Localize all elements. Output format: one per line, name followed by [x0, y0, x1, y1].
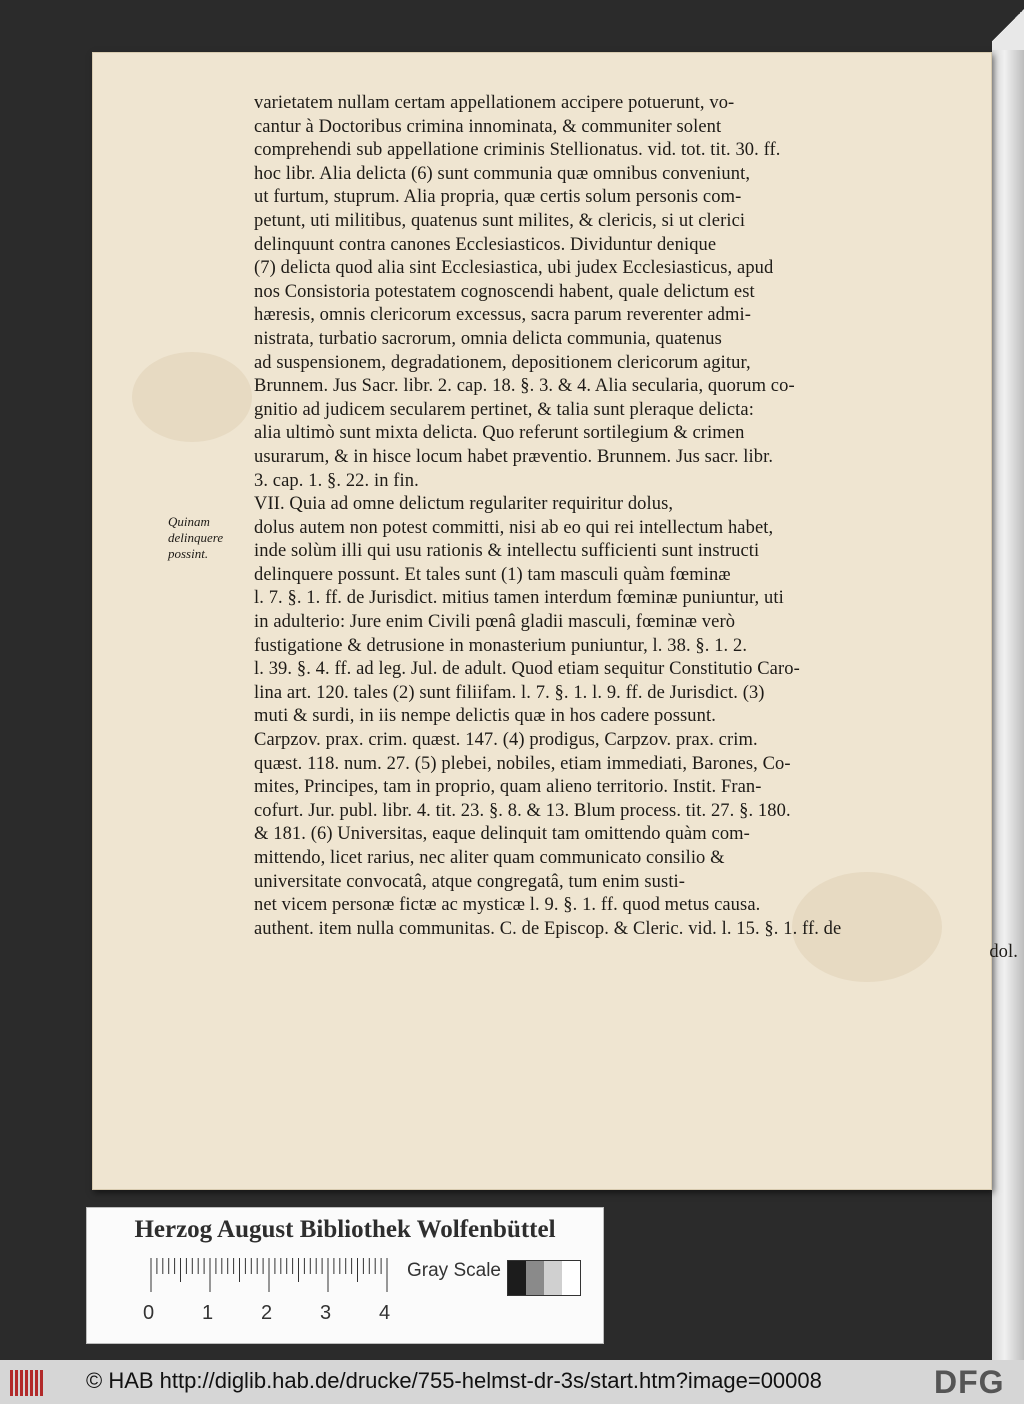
dfg-logo: DFG [934, 1364, 1005, 1400]
footer-url[interactable]: © HAB http://diglib.hab.de/drucke/755-helmst-dr-3s/start.htm?image=00008 [86, 1368, 822, 1393]
text-line: cofurt. Jur. publ. libr. 4. tit. 23. §. 8. & 13. Blum process. tit. 27. §. 180. [254, 800, 791, 821]
text-line: ut furtum, stuprum. Alia propria, quæ certis solum personis com- [254, 187, 742, 208]
text-line: dol. [989, 942, 1018, 963]
text-line: & 181. (6) Universitas, eaque delinquit tam omittendo quàm com- [254, 824, 750, 845]
gray-swatch [526, 1261, 544, 1295]
gray-swatch [562, 1261, 580, 1295]
text-line: delinquunt contra canones Ecclesiasticos. Dividuntur denique [254, 234, 717, 255]
text-line: lina art. 120. tales (2) sunt filiifam. l. 7. §. 1. l. 9. ff. de Jurisdict. (3) [254, 682, 765, 703]
marginal-line: possint. [168, 546, 209, 561]
gray-swatch [508, 1261, 526, 1295]
text-line: inde solùm illi qui usu rationis & intellectu sufficienti sunt instructi [254, 541, 760, 562]
library-scale-card [86, 1207, 604, 1344]
hab-barcode-icon [10, 1370, 44, 1396]
text-line: delinquere possunt. Et tales sunt (1) tam masculi quàm fœminæ [254, 564, 731, 585]
ruler-number: 4 [379, 1302, 391, 1324]
ruler-number: 1 [202, 1302, 214, 1324]
text-line: Brunnem. Jus Sacr. libr. 2. cap. 18. §. 3. & 4. Alia secularia, quorum co- [254, 376, 795, 397]
text-line: universitate convocatâ, atque congregatâ, tum enim susti- [254, 871, 686, 892]
ruler-numbers [143, 1302, 483, 1332]
marginal-line: delinquere [168, 530, 224, 545]
text-line: hæresis, omnis clericorum excessus, sacra parum reverenter admi- [254, 305, 751, 326]
gray-scale-swatches [507, 1260, 581, 1296]
text-line: dolus autem non potest committi, nisi ab eo qui rei intellectum habet, [254, 517, 774, 538]
text-line: in adulterio: Jure enim Civili pœnâ gladii masculi, fœminæ verò [254, 612, 736, 633]
gray-scale-label: Gray Scale [407, 1260, 501, 1281]
paper-stain [132, 352, 252, 442]
text-line: muti & surdi, in iis nempe delictis quæ in hos cadere possunt. [254, 706, 716, 727]
marginal-note [168, 514, 248, 562]
document-page [92, 52, 1018, 1190]
text-line: comprehendi sub appellatione criminis Stellionatus. vid. tot. tit. 30. ff. [254, 140, 781, 161]
text-line: l. 7. §. 1. ff. de Jurisdict. mitius tamen interdum fœminæ puniuntur, uti [254, 588, 784, 609]
footer-bar [0, 1360, 1024, 1404]
body-text [254, 92, 1018, 965]
text-line: fustigatione & detrusione in monasterium puniuntur, l. 38. §. 1. 2. [254, 635, 748, 656]
ruler-number: 3 [320, 1302, 332, 1324]
ruler-number: 0 [143, 1302, 155, 1324]
text-line: quæst. 118. num. 27. (5) plebei, nobiles, etiam immediati, Barones, Co- [254, 753, 791, 774]
gray-swatch [544, 1261, 562, 1295]
ruler [149, 1256, 399, 1302]
adjacent-page-fold [992, 0, 1024, 50]
text-line: mittendo, licet rarius, nec aliter quam communicato consilio & [254, 848, 725, 868]
text-line: varietatem nullam certam appellationem accipere potuerunt, vo- [254, 93, 735, 113]
text-line: 3. cap. 1. §. 22. in fin. [254, 470, 419, 491]
text-line: gnitio ad judicem secularem pertinet, & talia sunt pleraque delicta: [254, 399, 754, 420]
text-line: hoc libr. Alia delicta (6) sunt communia quæ omnibus conveniunt, [254, 163, 751, 184]
marginal-line: Quinam [168, 514, 210, 529]
text-line: alia ultimò sunt mixta delicta. Quo referunt sortilegium & crimen [254, 423, 745, 444]
text-line: l. 39. §. 4. ff. ad leg. Jul. de adult. Quod etiam sequitur Constitutio Caro- [254, 659, 800, 680]
ruler-number: 2 [261, 1302, 273, 1324]
library-title: Herzog August Bibliothek Wolfenbüttel [134, 1216, 556, 1243]
text-line: nistrata, turbatio sacrorum, omnia delicta communia, quatenus [254, 328, 722, 349]
text-line: authent. item nulla communitas. C. de Episcop. & Cleric. vid. l. 15. §. 1. ff. de [254, 918, 842, 939]
text-line: (7) delicta quod alia sint Ecclesiastica, ubi judex Ecclesiasticus, apud [254, 258, 774, 279]
text-line: net vicem personæ fictæ ac mysticæ l. 9. §. 1. ff. quod metus causa. [254, 895, 761, 916]
text-line: mites, Principes, tam in proprio, quam alieno territorio. Instit. Fran- [254, 777, 762, 798]
text-line: nos Consistoria potestatem cognoscendi habent, quale delictum est [254, 281, 755, 302]
text-line: usurarum, & in hisce locum habet præventio. Brunnem. Jus sacr. libr. [254, 446, 774, 467]
text-line: VII. Quia ad omne delictum regulariter requiritur dolus, [254, 494, 674, 515]
text-line: petunt, uti militibus, quatenus sunt milites, & clericis, si ut clerici [254, 210, 746, 231]
text-line: ad suspensionem, degradationem, depositionem clericorum agitur, [254, 352, 751, 373]
text-line: Carpzov. prax. crim. quæst. 147. (4) prodigus, Carpzov. prax. crim. [254, 730, 758, 751]
text-line: cantur à Doctoribus crimina innominata, & communiter solent [254, 116, 722, 137]
